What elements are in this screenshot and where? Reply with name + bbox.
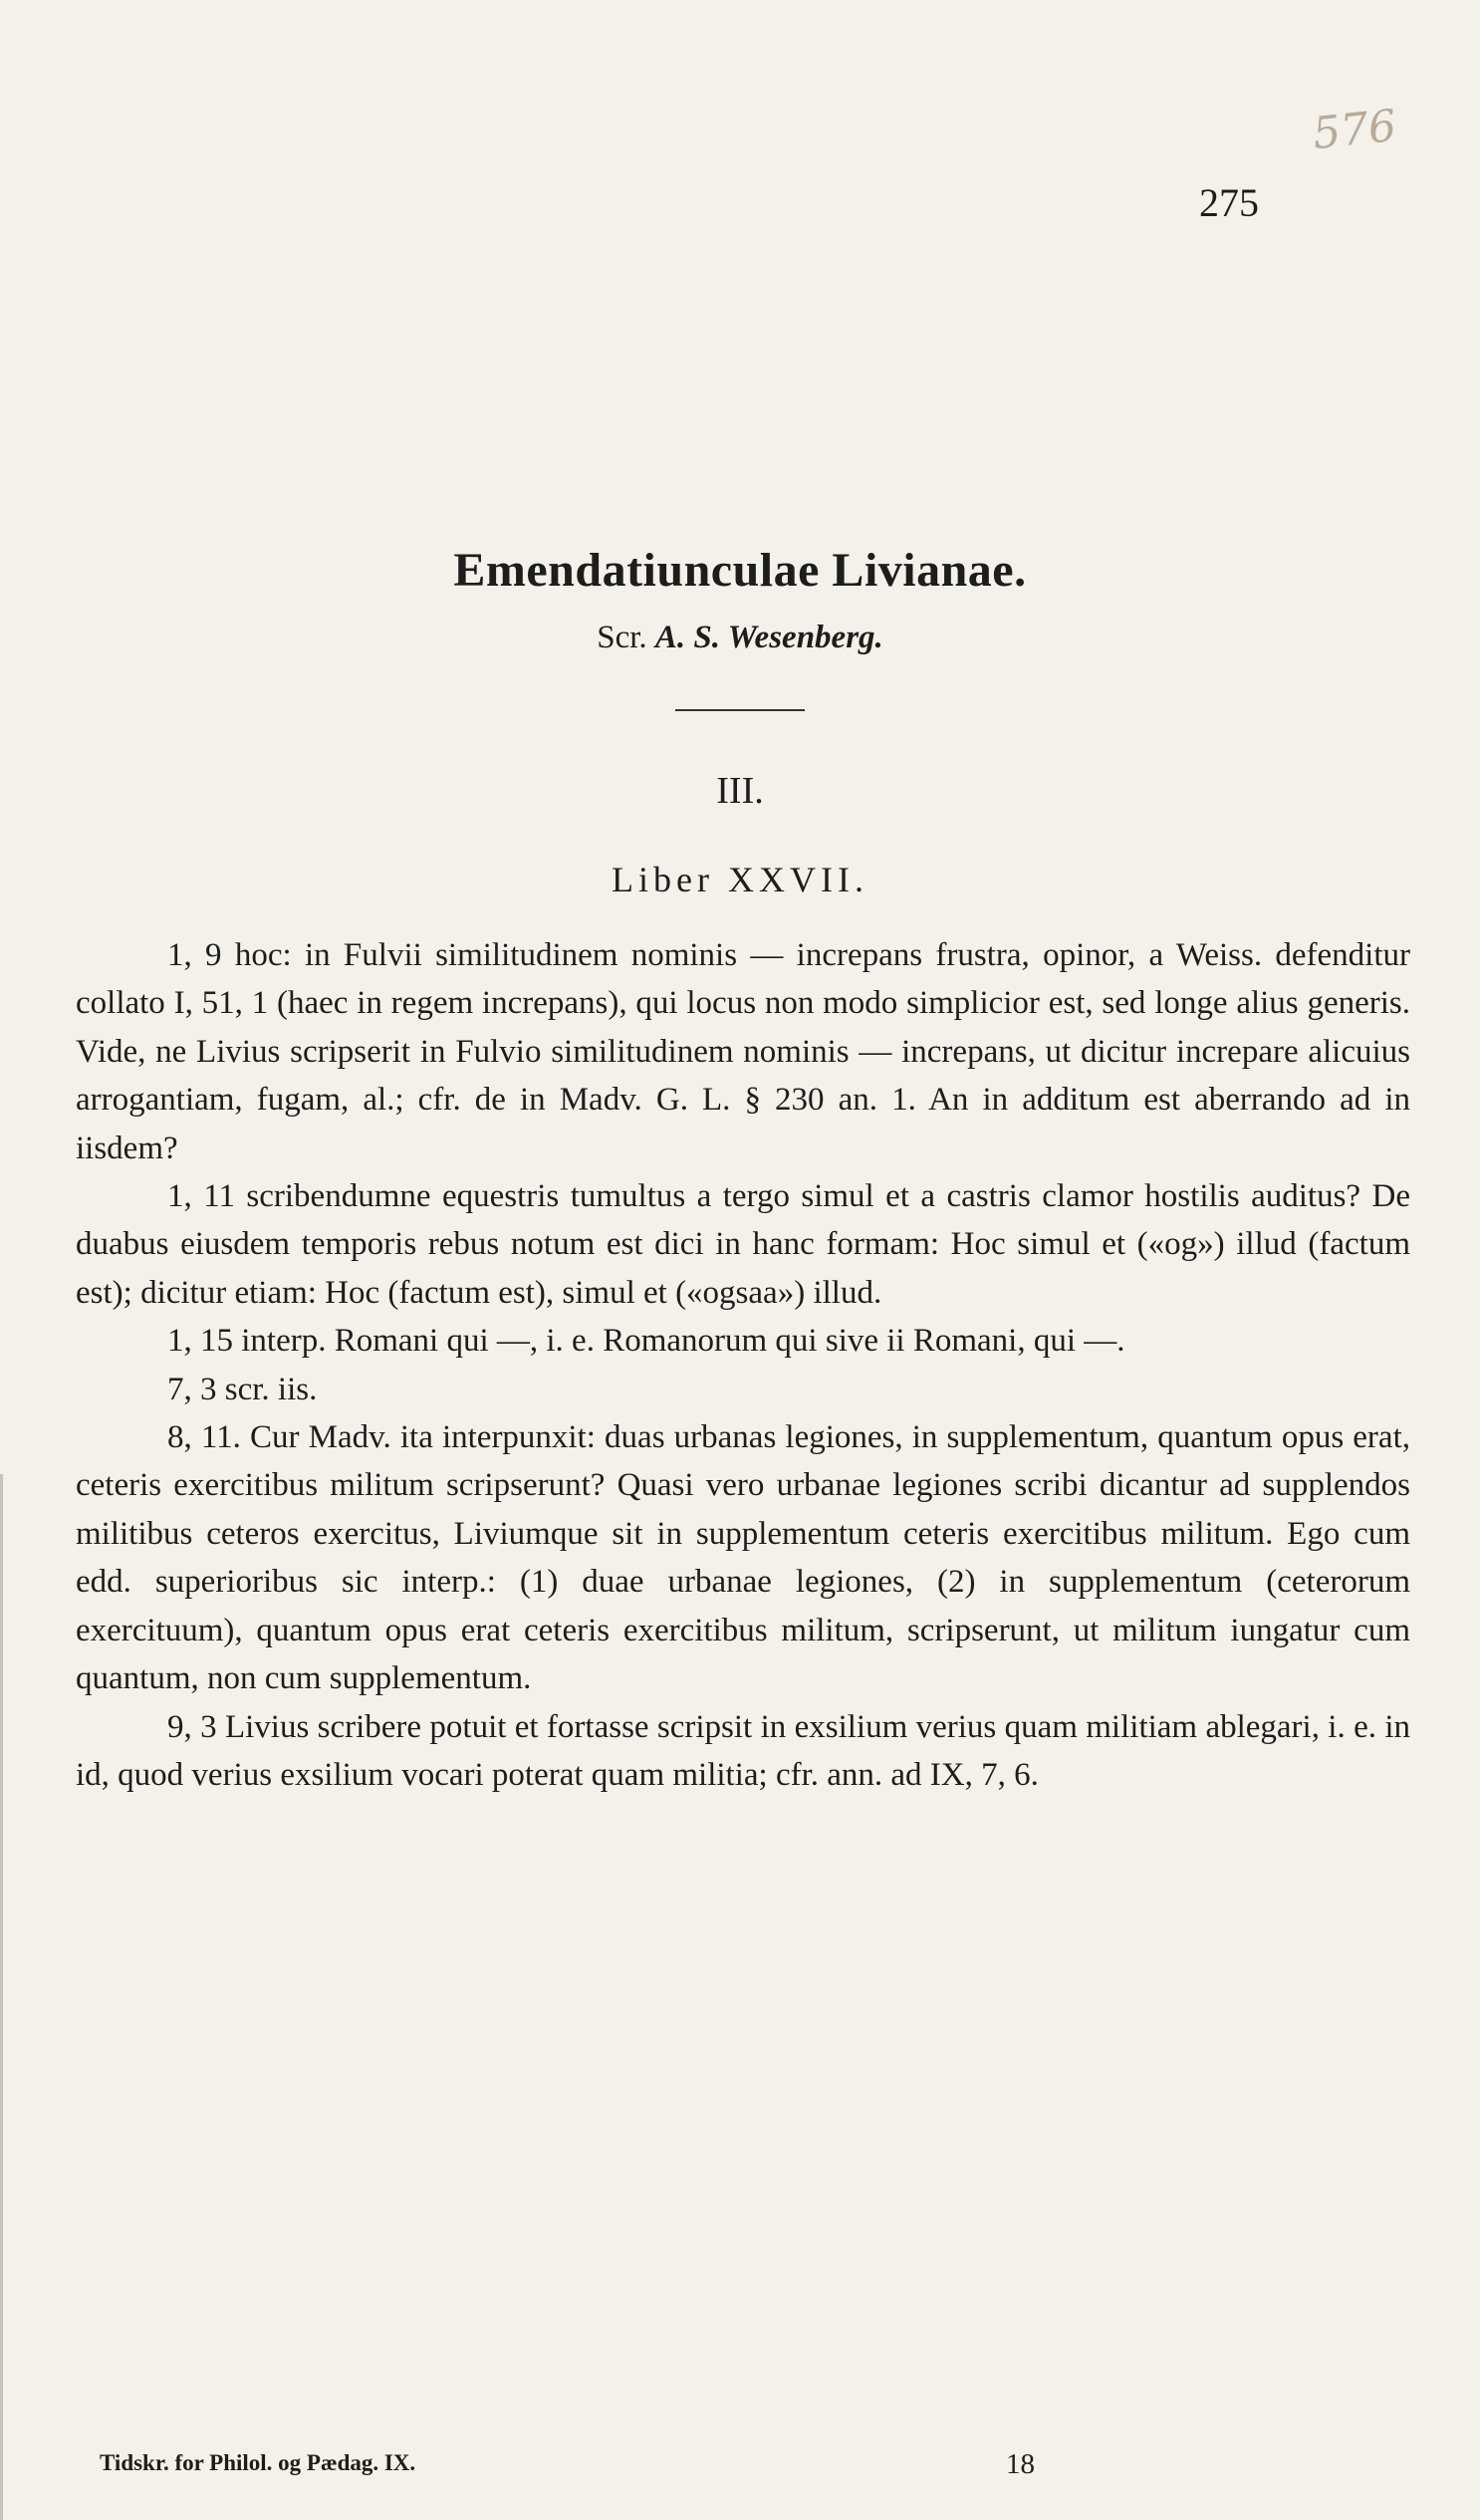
paragraph-1-15: 1, 15 interp. Romani qui —, i. e. Romanorum qui sive ii Romani, qui —. <box>167 1323 1125 1360</box>
body-text <box>76 931 1410 1799</box>
page-number: 275 <box>1199 180 1259 225</box>
author-prefix: Scr. <box>597 620 647 655</box>
page-edge-shadow <box>0 1474 3 2520</box>
handwritten-page-note: 576 <box>1310 100 1399 160</box>
paragraph-9-3: 9, 3 Livius scribere potuit et fortasse scripsit in exsilium verius quam militiam ablegari, i. e. in id, quod verius exsilium vocari poterat quam militia; cfr. ann. ad IX, 7, 6. <box>76 1708 1410 1793</box>
signature-mark: 18 <box>1006 2448 1035 2480</box>
article-title: Emendatiunculae Livianae. <box>453 544 1027 597</box>
liber-heading: Liber XXVII. <box>612 860 868 899</box>
paragraph-1-9: 1, 9 hoc: in Fulvii similitudinem nominis — increpans frustra, opinor, a Weiss. defenditur collato I, 51, 1 (haec in regem increpans), qui locus non modo simplicior est, sed longe alius generis. Vide, ne Livius scripserit in Fulvio similitudinem nominis — increpans, ut dicitur increpare alicuius arrogantiam, fugam, al.; cfr. de in Madv. G. L. § 230 an. 1. An in additum est aberrando ad in iisdem? <box>76 937 1410 1166</box>
section-number: III. <box>716 770 764 812</box>
journal-footer: Tidskr. for Philol. og Pædag. IX. <box>100 2450 416 2475</box>
title-divider <box>675 709 805 711</box>
paragraph-1-11: 1, 11 scribendumne equestris tumultus a tergo simul et a castris clamor hostilis auditus? De duabus eiusdem temporis rebus notum est dici in hanc formam: Hoc simul et («og») illud (factum est); dicitur etiam: Hoc (factum est), simul et («ogsaa») illud. <box>76 1178 1410 1311</box>
author-line <box>0 620 1480 656</box>
author-name: A. S. Wesenberg. <box>654 620 883 655</box>
paragraph-7-3: 7, 3 scr. iis. <box>167 1371 318 1407</box>
paragraph-8-11: 8, 11. Cur Madv. ita interpunxit: duas urbanas legiones, in supplementum, quantum opus erat, ceteris exercitibus militum scripserunt? Quasi vero urbanae legiones scribi dicantur ad supplendos militibus ceteros exercitus, Liviumque sit in supplementum ceteris exercitibus militum. Ego cum edd. superioribus sic interp.: (1) duae urbanae legiones, (2) in supplementum (ceterorum exercituum), quantum opus erat ceteris exercitibus militum, scripserunt, ut militum iungatur cum quantum, non cum supplementum. <box>76 1419 1410 1697</box>
